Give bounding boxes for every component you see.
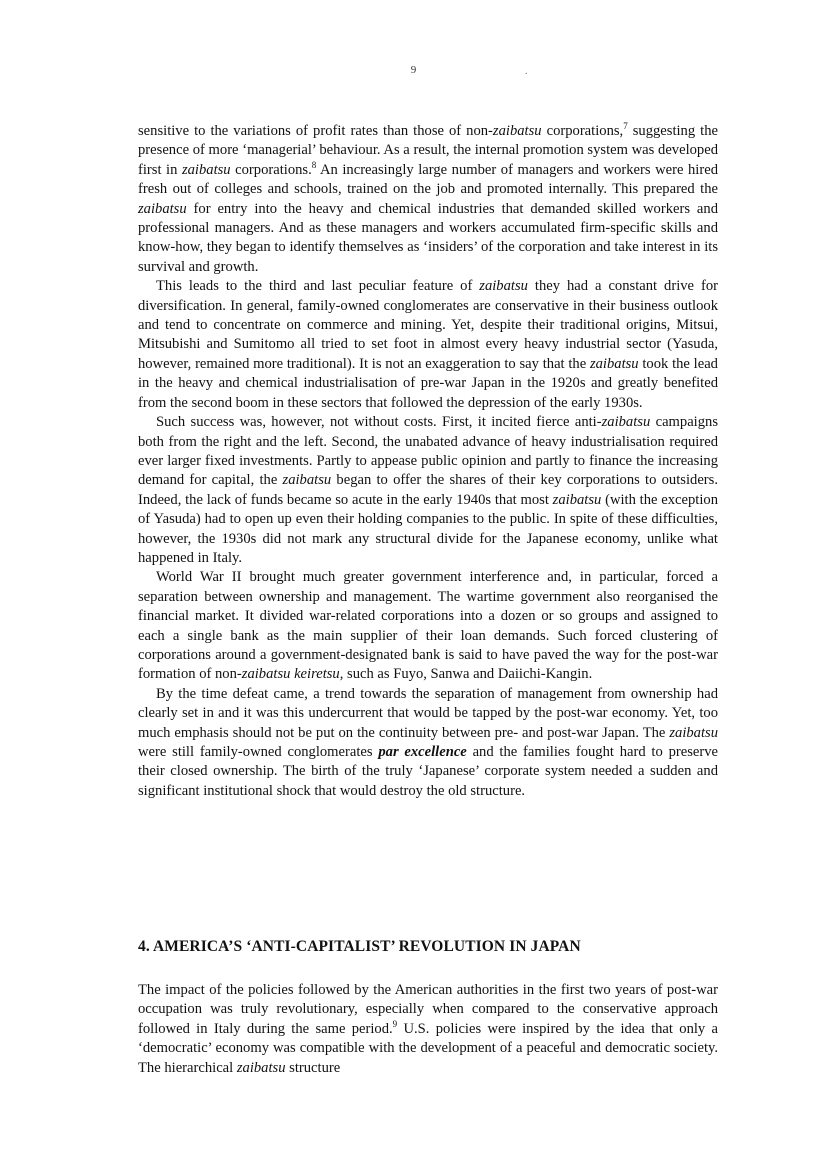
paragraph [138, 568, 718, 684]
italic-term: keiretsu [294, 666, 340, 683]
italic-term: zaibatsu [241, 666, 291, 683]
text-run: By the time defeat came, a trend towards the separation of management from ownership had clearly set in and it was this undercurrent that would be tapped by the post-war economy. Yet, too much emphasis should not be put on the continuity between pre- and post-war Japan. The [138, 685, 718, 741]
footnote-ref: 9 [392, 1018, 398, 1029]
text-run: Such success was, however, not without costs. First, it incited fierce anti- [156, 414, 602, 431]
italic-term: zaibatsu [589, 355, 639, 372]
text-run: U.S. policies were inspired by the idea that only a ‘democratic’ economy was compatible with the development of a peaceful and democratic society. The hierarchical [138, 1020, 718, 1076]
italic-term: zaibatsu [479, 278, 528, 295]
text-run: World War II brought much greater government interference and, in particular, forced a separation between ownership and management. The wartime government also reorganised the financial market. It divided war-related corporations into a dozen or so groups and assigned to each a single bank as the main supplier of their loan demands. Such forced clustering of corporations around a government-designated bank is said to have paved the way for the post-war formation of non- [138, 569, 718, 683]
page-mark: . [525, 66, 528, 77]
body-text [138, 122, 718, 801]
italic-term: zaibatsu [492, 123, 542, 139]
text-run: The impact of the policies followed by the American authorities in the first two years of post-war occupation was truly revolutionary, especially when compared to the conservative approach followed in Italy during the same period. [138, 982, 718, 1037]
italic-term: zaibatsu [181, 161, 231, 178]
text-run: and the families fought hard to preserve their closed ownership. The birth of the truly ‘Japanese’ corporate system needed a sudden and significant institutional shock that would destroy the old structure. [138, 744, 718, 799]
text-run: they had a constant drive for diversification. In general, family-owned conglomerates are conservative in their business outlook and tend to concentrate on commerce and mining. Yet, despite their traditional origins, Mitsui, Mitsubishi and Sumitomo all tried to set foot in almost every heavy industrial sector (Yasuda, however, remained more traditional). It is not an exaggeration to say that the [138, 278, 719, 372]
page-number: 9 [410, 64, 417, 76]
text-run: (with the exception of Yasuda) had to open up even their holding companies to the public. In spite of these difficulties, however, the 1930s did not mark any structural divide for the Japanese economy, unlike what happened in Italy. [138, 491, 719, 566]
text-run: sensitive to the variations of profit rates than those of non- [138, 123, 493, 139]
text-run: This leads to the third and last peculiar feature of [156, 278, 480, 295]
italic-term: zaibatsu [669, 724, 718, 741]
footnote-ref: 8 [311, 159, 317, 170]
text-run: , such as Fuyo, Sanwa and Daiichi-Kangin. [339, 666, 593, 683]
italic-term: zaibatsu [282, 472, 332, 489]
text-run: An increasingly large number of managers and workers were hired fresh out of colleges and schools, trained on the job and promoted internally. This prepared the [138, 161, 718, 198]
text-run: structure [285, 1059, 341, 1076]
paragraph [138, 277, 718, 413]
text-run: corporations, [541, 123, 624, 139]
text-run: suggesting the presence of more ‘managerial’ behaviour. As a result, the internal promotion system was developed first in [138, 123, 718, 178]
paragraph [138, 122, 718, 277]
paragraph [138, 981, 718, 1078]
paragraph [138, 685, 718, 801]
italic-term: zaibatsu [138, 200, 187, 217]
italic-term: zaibatsu [601, 414, 651, 431]
paragraph [138, 413, 718, 568]
section-heading: 4. AMERICA’S ‘ANTI-CAPITALIST’ REVOLUTION IN JAPAN [138, 938, 581, 955]
text-run: corporations. [230, 161, 312, 178]
text-run: took the lead in the heavy and chemical industrialisation of pre-war Japan in the 1920s and greatly benefited from the second boom in these sectors that followed the depression of the early 1930s. [138, 355, 718, 411]
text-run: were still family-owned conglomerates [138, 744, 379, 760]
emphasis-term: par excellence [378, 744, 467, 760]
footnote-ref: 7 [623, 121, 628, 132]
section-body-text [138, 981, 718, 1078]
text-run: for entry into the heavy and chemical industries that demanded skilled workers and professional managers. And as these managers and workers accumulated firm-specific skills and know-how, they began to identify themselves as ‘insiders’ of the corporation and take interest in its survival and growth. [138, 200, 718, 275]
text-run: campaigns both from the right and the left. Second, the unabated advance of heavy industrialisation required ever larger fixed investments. Partly to appease public opinion and partly to finance the increasing demand for capital, the [138, 414, 718, 489]
italic-term: zaibatsu [552, 491, 602, 508]
italic-term: zaibatsu [236, 1059, 286, 1076]
text-run: began to offer the shares of their key corporations to outsiders. Indeed, the lack of funds became so acute in the early 1940s that most [138, 472, 718, 508]
